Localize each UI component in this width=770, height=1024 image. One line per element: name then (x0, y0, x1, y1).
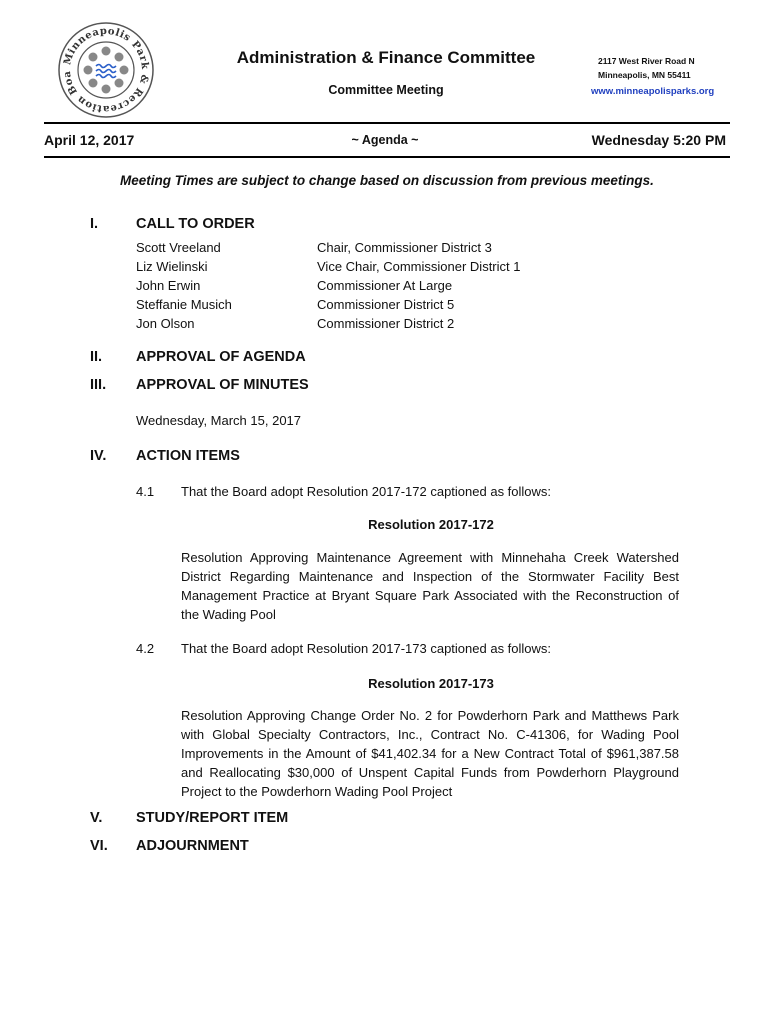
member-name: Liz Wielinski (136, 259, 208, 274)
top-rule (44, 122, 730, 124)
resolution-body: Resolution Approving Change Order No. 2 for Powderhorn Park and Matthews Park with Global Specialty Contractors, Inc., Contract No. C-41306, for Wading Pool Improvements in the Amount of $41,402.34 for a New Contract Total of $961,387.58 and Reallocating $30,000 of Unspent Capital Funds from Powderhorn Playground Project to the Powderhorn Wading Pool Project (181, 708, 679, 799)
park-board-logo (56, 20, 156, 120)
section-heading-adjournment: ADJOURNMENT (136, 838, 249, 854)
section-heading-approval-agenda: APPROVAL OF AGENDA (136, 349, 306, 365)
agenda-label: ~ Agenda ~ (351, 133, 419, 147)
schedule-notice: Meeting Times are subject to change based on discussion from previous meetings. (120, 173, 654, 188)
member-role: Commissioner District 2 (317, 316, 455, 331)
member-role: Vice Chair, Commissioner District 1 (317, 259, 521, 274)
member-name: John Erwin (136, 278, 201, 293)
minutes-date: Wednesday, March 15, 2017 (136, 413, 302, 428)
meeting-date: April 12, 2017 (44, 132, 135, 148)
resolution-title: Resolution 2017-173 (368, 676, 494, 691)
website-link[interactable]: www.minneapolisparks.org (591, 86, 715, 97)
section-heading-action-items: ACTION ITEMS (136, 448, 240, 464)
section-numeral: IV. (90, 448, 107, 464)
member-name: Jon Olson (136, 316, 195, 331)
member-name: Scott Vreeland (136, 240, 221, 255)
meeting-type: Committee Meeting (328, 83, 444, 97)
bottom-rule (44, 156, 730, 158)
member-role: Chair, Commissioner District 3 (317, 240, 492, 255)
section-numeral: II. (90, 349, 103, 365)
address-street: 2117 West River Road N (598, 56, 695, 66)
resolution-title: Resolution 2017-172 (368, 517, 494, 532)
section-numeral: I. (90, 216, 99, 232)
section-heading-approval-minutes: APPROVAL OF MINUTES (136, 377, 309, 393)
committee-title: Administration & Finance Committee (236, 48, 536, 67)
section-numeral: VI. (90, 838, 108, 854)
action-item-text: That the Board adopt Resolution 2017-172 captioned as follows: (181, 484, 552, 499)
section-heading-study-report: STUDY/REPORT ITEM (136, 810, 289, 826)
resolution-body: Resolution Approving Maintenance Agreement with Minnehaha Creek Watershed District Regarding Maintenance and Inspection of the Stormwater Facility Best Management Practice at Bryant Square Park Associated with the Reconstruction of the Wading Pool (181, 550, 679, 622)
action-item-number: 4.1 (136, 484, 155, 499)
action-item-text: That the Board adopt Resolution 2017-173 captioned as follows: (181, 641, 552, 656)
section-numeral: V. (90, 810, 103, 826)
address-city: Minneapolis, MN 55411 (598, 70, 691, 80)
action-item-number: 4.2 (136, 641, 155, 656)
member-role: Commissioner At Large (317, 278, 453, 293)
meeting-time: Wednesday 5:20 PM (591, 132, 726, 148)
section-heading-call-to-order: CALL TO ORDER (136, 216, 255, 232)
member-name: Steffanie Musich (136, 297, 232, 312)
logo-ring-text: Minneapolis Park & Recreation Boa (61, 25, 151, 115)
section-numeral: III. (90, 377, 107, 393)
member-role: Commissioner District 5 (317, 297, 455, 312)
